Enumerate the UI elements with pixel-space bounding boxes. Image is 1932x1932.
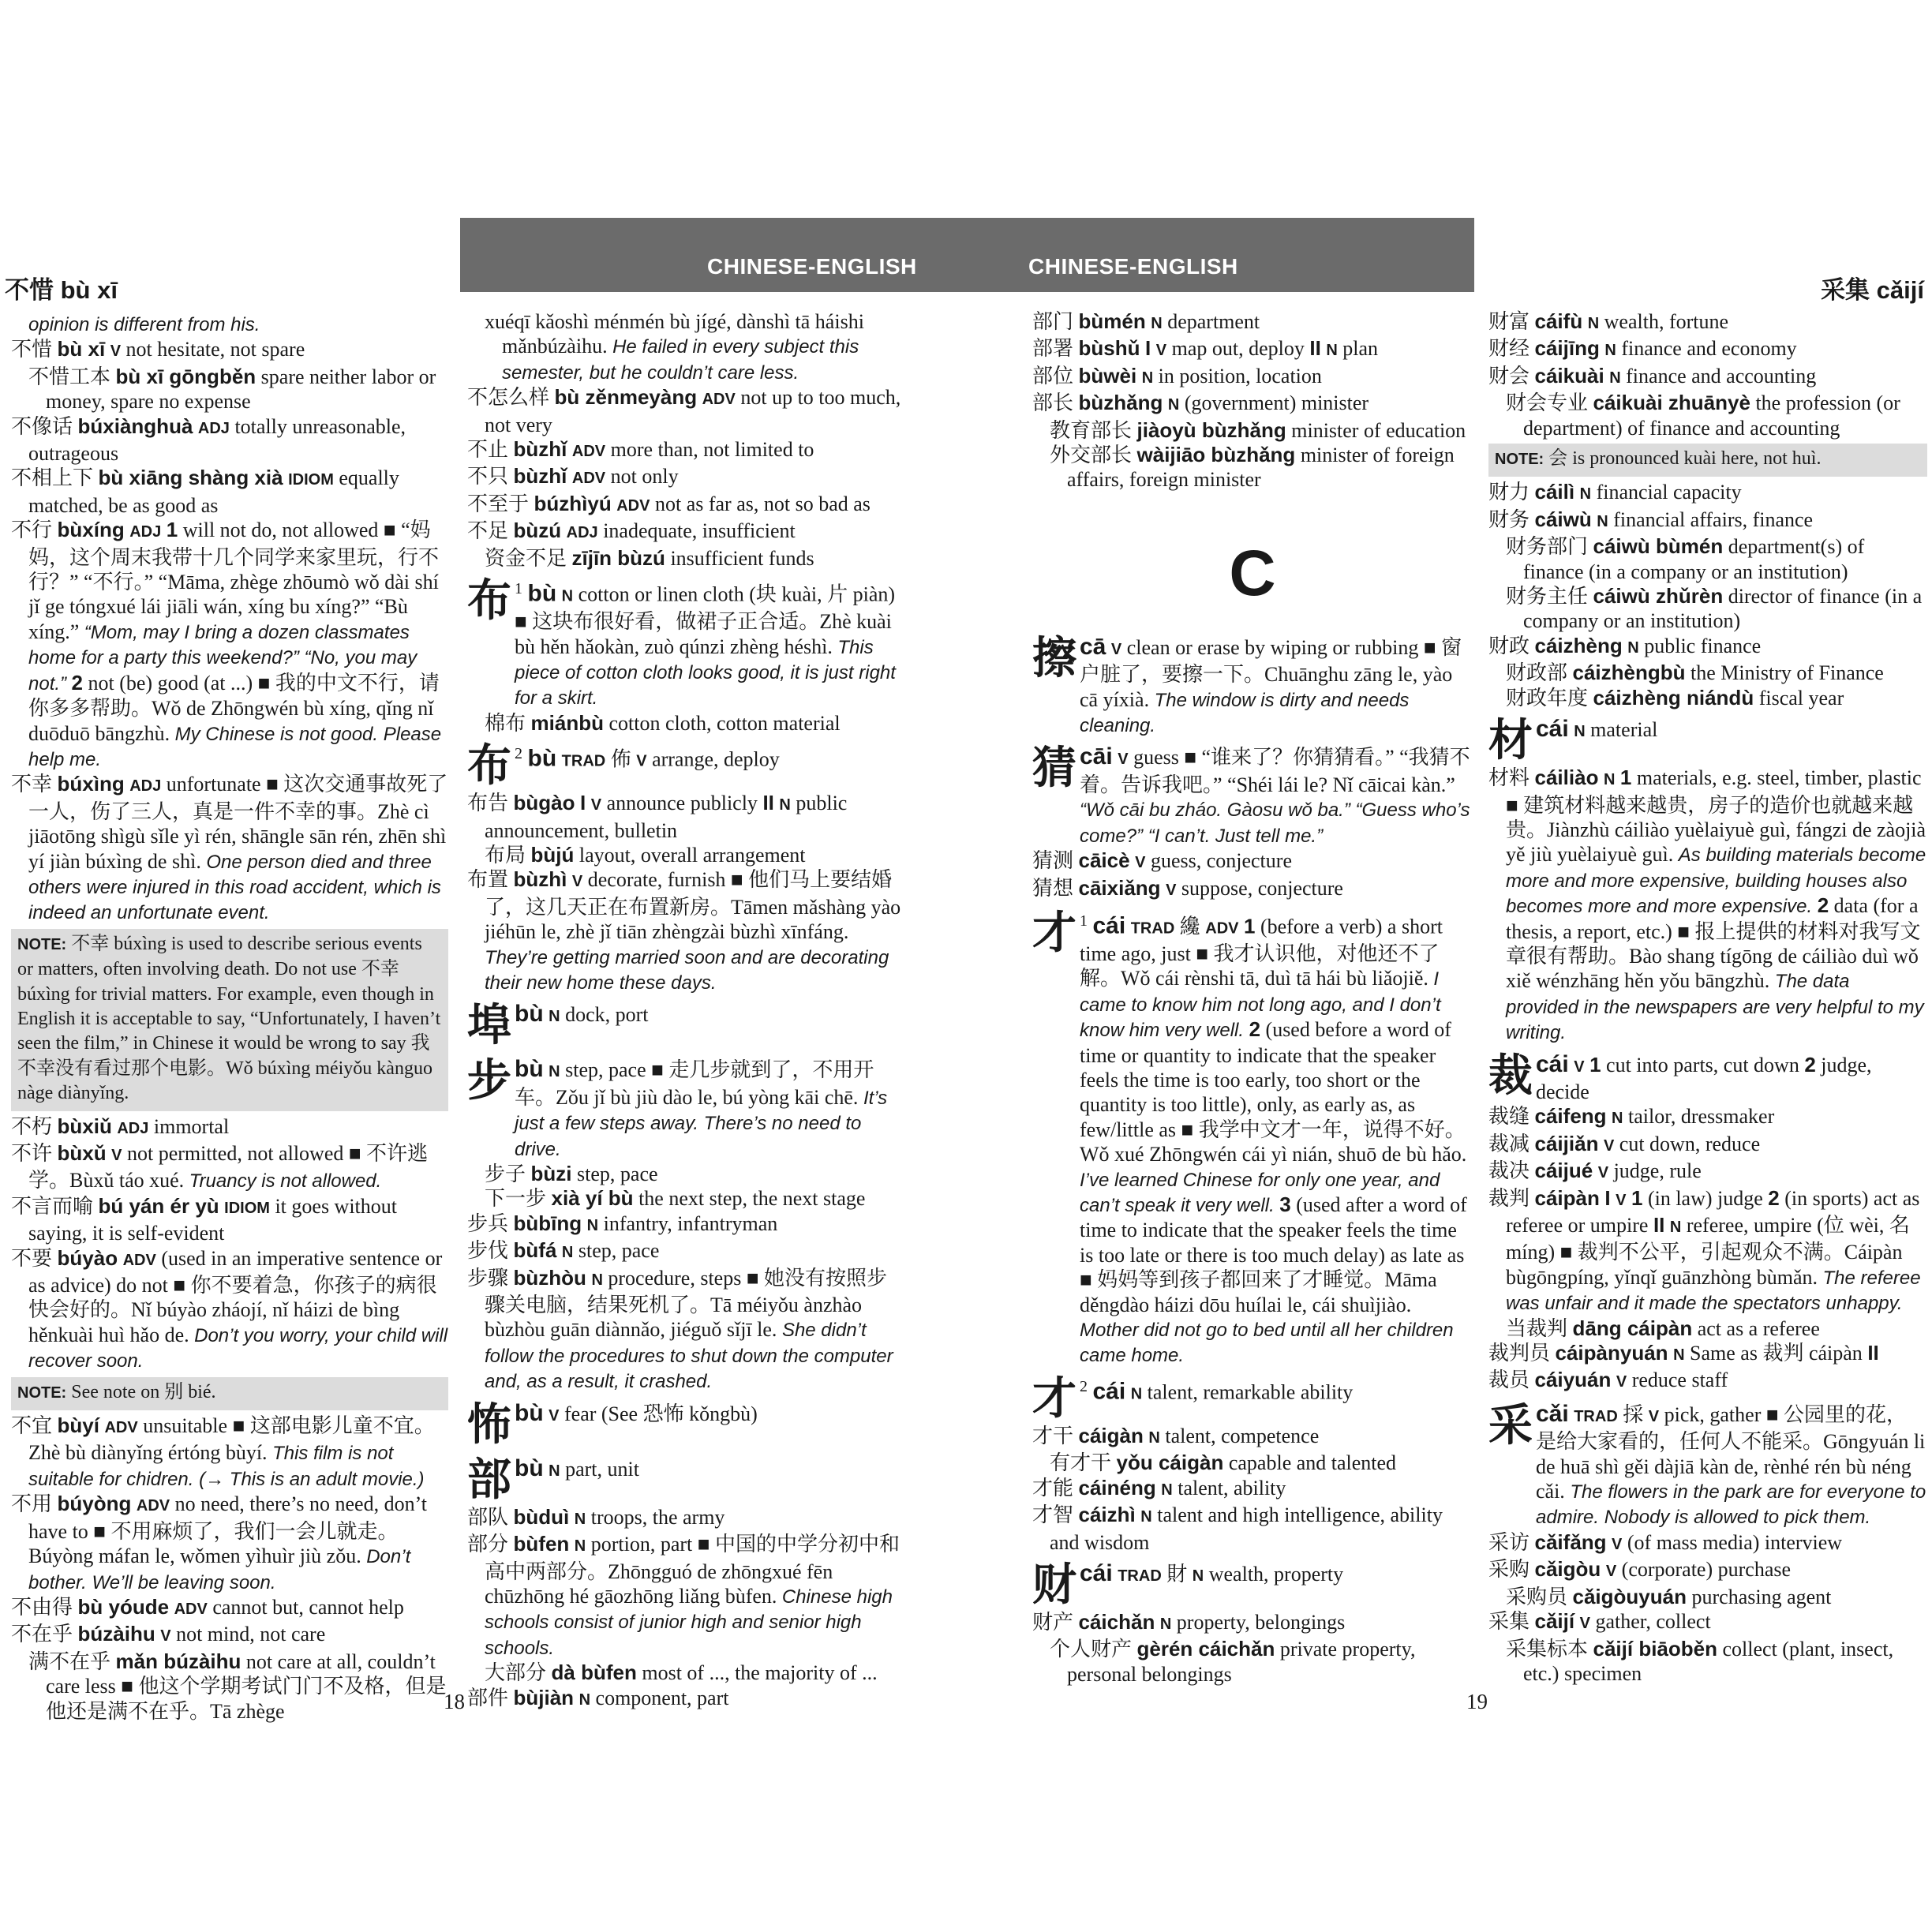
headword-body: bù N step, pace ■ 走几步就到了，不用开车。Zǒu jǐ bù jiù dào le, bú yòng kāi chē. It’s just a few steps away. There’s no need to drive. xyxy=(515,1056,888,1160)
sub-entry: 教育部长 jiàoyù bùzhǎng minister of education xyxy=(1050,417,1466,442)
headword-entry xyxy=(467,1401,906,1450)
headword-body: bù N part, unit xyxy=(515,1455,639,1481)
sub-entry: 财政部 cáizhèngbù the Ministry of Finance xyxy=(1506,661,1884,685)
dictionary-entry: 步骤 bùzhòu N procedure, steps ■ 她没有按照步骤关电脑，结果死机了。Tā méiyǒu ànzhào bùzhòu guān diànnǎo, jiéguǒ sǐjī le. She didn’t follow the procedures to shut down the computer and, as a result, it crashed. xyxy=(467,1265,893,1393)
dictionary-entry: 不至于 búzhìyú ADV not as far as, not so bad as xyxy=(467,491,871,515)
headword-entry xyxy=(467,1002,906,1050)
dictionary-entry: 财经 cáijīng N finance and economy xyxy=(1488,336,1797,361)
sub-entry: 满不在乎 mǎn búzàihu not care at all, couldn’t care less ■ 他这个学期考试门门不及格，但是他还是满不在乎。Tā zhège xyxy=(28,1649,447,1723)
dictionary-entry: 不止 bùzhǐ ADV more than, not limited to xyxy=(467,437,814,462)
dictionary-entry: 部长 bùzhǎng N (government) minister xyxy=(1032,391,1369,415)
headword-body: cái TRAD 財 N wealth, property xyxy=(1080,1559,1344,1586)
headword-character: 采 xyxy=(1488,1401,1533,1451)
dictionary-entry: 猜测 cāicè V guess, conjecture xyxy=(1032,848,1292,873)
dictionary-entry: 裁判 cáipàn I V 1 (in law) judge 2 (in sports) act as referee or umpire II N referee, umpire (位 wèi, 名 míng) ■ 裁判不公平，引起观众不满。Cáipàn bùgōngpíng, yǐnqǐ guānzhòng bùmǎn. The referee was unfair and it made the spectators unhappy. xyxy=(1488,1185,1921,1315)
headword-entry xyxy=(1032,1375,1473,1424)
dictionary-entry: 采购 cǎigòu V (corporate) purchase xyxy=(1488,1557,1792,1582)
sub-entry: 财务主任 cáiwù zhǔrèn director of finance (in a company or an institution) xyxy=(1506,584,1923,633)
headword-character: 埠 xyxy=(467,1002,511,1051)
dictionary-entry: 才智 cáizhì N talent and high intelligence, ability and wisdom xyxy=(1032,1503,1443,1554)
dictionary-entry: 布置 bùzhì V decorate, furnish ■ 他们马上要结婚了，这几天正在布置新房。Tāmen mǎshàng yào jiéhūn le, zhè jǐ tiān zhèngzài bùzhì xīnfáng. They’re getting married soon and are decorating their new home these days. xyxy=(467,867,901,994)
sub-entry: 大部分 dà bùfen most of ..., the majority of ... xyxy=(485,1661,878,1685)
headword-body: cāi V guess ■ “谁来了？你猜猜看。” “我猜不着。告诉我吧。” “Shéi lái le? Nǐ cāicai kàn.” “Wǒ cāi bu zháo. Gàosu wǒ ba.” “Guess who’s come?” “I can’t. Just tell me.” xyxy=(1080,743,1470,847)
sub-entry: 当裁判 dāng cáipàn act as a referee xyxy=(1506,1316,1820,1340)
headword-body: cái N material xyxy=(1536,716,1658,743)
guide-word-left: 不惜 bù xī xyxy=(5,276,118,304)
headword-character: 布 xyxy=(467,742,511,792)
banner-label-right: CHINESE-ENGLISH xyxy=(1028,254,1238,279)
dictionary-entry: 裁决 cáijué V judge, rule xyxy=(1488,1159,1702,1183)
dictionary-entry: 不许 bùxǔ V not permitted, not allowed ■ 不许逃学。Bùxǔ táo xué. Truancy is not allowed. xyxy=(11,1141,429,1193)
column-4 xyxy=(1488,309,1927,1686)
sub-entry: 外交部长 wàijiāo bùzhǎng minister of foreign affairs, foreign minister xyxy=(1050,443,1455,492)
sub-entry: opinion is different from his. xyxy=(28,314,260,335)
headword-body: bù V fear (See 恐怖 kǒngbù) xyxy=(515,1399,758,1426)
dictionary-entry: 裁减 cáijiǎn V cut down, reduce xyxy=(1488,1131,1761,1155)
headword-entry xyxy=(467,742,906,791)
dictionary-entry: 才干 cáigàn N talent, competence xyxy=(1032,1423,1320,1447)
sub-entry: 财政年度 cáizhèng niándù fiscal year xyxy=(1506,685,1844,710)
headword-character: 才 xyxy=(1032,1374,1076,1424)
dictionary-entry: 不要 búyào ADV (used in an imperative sentence or as advice) do not ■ 你不要着急，你孩子的病很快会好的。Nǐ búyào zháojí, nǐ háizi de bìng hěnkuài huì hǎo de. Don’t you worry, your child will recover soon. xyxy=(11,1245,448,1372)
dictionary-entry: 部署 bùshǔ I V map out, deploy II N plan xyxy=(1032,336,1379,361)
headword-body: cái V 1 cut into parts, cut down 2 judge, decide xyxy=(1536,1050,1872,1103)
headword-body: bù N dock, port xyxy=(515,1001,649,1028)
sub-entry: 财务部门 cáiwù bùmén department(s) of finance (in a company or an institution) xyxy=(1506,534,1865,583)
dictionary-entry: 财产 cáichǎn N property, belongings xyxy=(1032,1609,1346,1634)
page-number-left: 18 xyxy=(444,1690,465,1713)
headword-character: 步 xyxy=(467,1057,511,1106)
headword-entry xyxy=(1032,744,1473,848)
column-1 xyxy=(11,312,448,1724)
headword-body: $^1$ bù N cotton or linen cloth (块 kuài, 片 piàn) ■ 这块布很好看，做裙子正合适。Zhè kuài bù hěn hǎokàn, zuò qúnzi zhèng héshì. This piece of cotton cloth looks good, it is just right for a skirt. xyxy=(515,580,896,710)
dictionary-entry: 材料 cáiliào N 1 materials, e.g. steel, timber, plastic ■ 建筑材料越来越贵，房子的造价也就越来越贵。Jiànzhù cáiliào yuèlaiyuè guì, fángzi de zàojià yě jiù yuèlaiyuè guì. As building materials become more and more expensive, building houses also becomes more and more expensive. 2 data (for a thesis, a report, etc.) ■ 报上提供的材料对我写文章很有帮助。Bào shang tígōng de cáiliào duì wǒ xiě wénzhāng hěn yǒu bāngzhù. The data provided in the newspapers are very helpful to my writing. xyxy=(1488,766,1926,1044)
dictionary-entry: 不宜 bùyí ADV unsuitable ■ 这部电影儿童不宜。Zhè bù diànyǐng értóng bùyí. This film is not suitable for chidren. (→ This is an adult movie.) xyxy=(11,1413,435,1490)
sub-entry: 财会专业 cáikuài zhuānyè the profession (or department) of finance and accounting xyxy=(1506,391,1900,440)
dictionary-entry: 财政 cáizhèng N public finance xyxy=(1488,633,1762,657)
banner-label-left: CHINESE-ENGLISH xyxy=(707,254,917,279)
usage-note: NOTE: See note on 别 bié. xyxy=(11,1377,448,1410)
sub-entry: 个人财产 gèrén cáichǎn private property, personal belongings xyxy=(1050,1637,1416,1686)
dictionary-entry: 部分 bùfen N portion, part ■ 中国的中学分初中和高中两部分。Zhōngguó de zhōngxué fēn chūzhōng hé gāozhōng liǎng bùfen. Chinese high schools consist of junior high and senior high schools. xyxy=(467,1532,900,1659)
dictionary-entry: 不用 búyòng ADV no need, there’s no need, don’t have to ■ 不用麻烦了，我们一会儿就走。Búyòng máfan le, wǒmen yìhuìr jiù zǒu. Don’t bother. We’ll be leaving soon. xyxy=(11,1492,428,1593)
dictionary-entry: 不由得 bù yóude ADV cannot but, cannot help xyxy=(11,1594,404,1619)
dictionary-entry: 不足 bùzú ADJ inadequate, insufficient xyxy=(467,519,796,543)
sub-entry: 不惜工本 bù xī gōngběn spare neither labor or money, spare no expense xyxy=(28,364,436,414)
headword-character: 怖 xyxy=(467,1400,511,1450)
headword-character: 材 xyxy=(1488,717,1533,766)
headword-entry xyxy=(1032,635,1473,739)
headword-body: $^2$ bù TRAD 佈 V arrange, deploy xyxy=(515,745,780,772)
dictionary-entry: 不幸 búxìng ADJ unfortunate ■ 这次交通事故死了一人，伤了三人，真是一件不幸的事。Zhè cì jiāotōng shìgù sǐle yì rén, shāngle sān rén, zhēn shì yí jiàn búxìng de shì. One person died and three others were injured in this road accident, which is indeed an unfortunate event. xyxy=(11,772,448,924)
dictionary-entry: 部门 bùmén N department xyxy=(1032,309,1260,333)
dictionary-entry: 布告 bùgào I V announce publicly II N public announcement, bulletin xyxy=(467,791,848,842)
headword-body: cā V clean or erase by wiping or rubbing ■ 窗户脏了，要擦一下。Chuānghu zāng le, yào cā yíxià. The window is dirty and needs cleaning. xyxy=(1080,633,1462,737)
usage-note: NOTE: 不幸 búxìng is used to describe serious events or matters, often involving death. Do not use 不幸 búxìng for trivial matters. For example, even though in English it is acceptable to say, “Unfortunately, I haven’t seen the film,” in Chinese it would be wrong to say 我不幸没有看过那个电影。Wǒ búxìng méiyǒu kànguo nàge diànyǐng. xyxy=(11,929,448,1111)
sub-entry: 布局 bùjú layout, overall arrangement xyxy=(485,842,806,867)
dictionary-entry: 不像话 búxiànghuà ADJ totally unreasonable, outrageous xyxy=(11,414,406,466)
headword-character: 财 xyxy=(1032,1560,1076,1610)
dictionary-entry: 采集 cǎijí V gather, collect xyxy=(1488,1609,1711,1634)
sub-entry: 采购员 cǎigòuyuán purchasing agent xyxy=(1506,1584,1832,1608)
dictionary-entry: 不只 bùzhǐ ADV not only xyxy=(467,464,679,489)
dictionary-entry: 步兵 bùbīng N infantry, infantryman xyxy=(467,1211,778,1235)
headword-entry xyxy=(467,1456,906,1505)
sub-entry: 有才干 yǒu cáigàn capable and talented xyxy=(1050,1451,1397,1475)
dictionary-entry: 不朽 bùxiǔ ADJ immortal xyxy=(11,1114,230,1138)
dictionary-entry: 不言而喻 bú yán ér yù IDIOM it goes without saying, it is self-evident xyxy=(11,1193,398,1245)
dictionary-entry: 不相上下 bù xiāng shàng xià IDIOM equally matched, be as good as xyxy=(11,466,399,517)
headword-entry xyxy=(1488,1402,1927,1530)
headword-body: $^1$ cái TRAD 纔 ADV 1 (before a verb) a short time ago, just ■ 我才认识他，对他还不了解。Wǒ cái rènshi tā, duì tā hái bù liǎojiě. I came to know him not long ago, and I don’t know him very well. 2 (used before a word of time or quantity to indicate that the speaker feels the time is too early, too short or the quantity is too little), only, as early as, as few/little as ■ 我学中文才一年，说得不好。Wǒ xué Zhōngwén cái yì nián, shuō de bù hǎo. I’ve learned Chinese for only one year, and can’t speak it very well. 3 (used after a word of time to indicate that the speaker feels the time is too late or there is too much delay) as late as ■ 妈妈等到孩子都回来了才睡觉。Māma děngdào háizi dōu huílai le, cái shuìjiào. Mother did not go to bed until all her children came home. xyxy=(1080,912,1467,1367)
headword-entry xyxy=(1488,1052,1927,1105)
dictionary-entry: 财会 cáikuài N finance and accounting xyxy=(1488,363,1817,388)
headword-entry xyxy=(1488,717,1927,766)
headword-character: 裁 xyxy=(1488,1051,1533,1101)
section-letter: C xyxy=(1229,537,1276,609)
headword-entry xyxy=(1032,909,1473,1368)
dictionary-entry: 步伐 bùfá N step, pace xyxy=(467,1238,660,1263)
dictionary-entry: 部件 bùjiàn N component, part xyxy=(467,1685,729,1709)
section-banner xyxy=(460,218,1474,292)
guide-word-right: 采集 cǎijí xyxy=(1821,276,1924,304)
dictionary-entry: 部位 bùwèi N in position, location xyxy=(1032,363,1322,388)
headword-body: cǎi TRAD 採 V pick, gather ■ 公园里的花，是给大家看的，任何人不能采。Gōngyuán li de huā shì gěi dàjiā kàn de, rènhé rén bù néng cǎi. The flowers in the park are for everyone to admire. Nobody is allowed to pick them. xyxy=(1536,1400,1926,1529)
sub-entry: 步子 bùzi step, pace xyxy=(485,1162,658,1186)
headword-entry xyxy=(1032,1561,1473,1610)
dictionary-entry: 财力 cáilì N financial capacity xyxy=(1488,480,1742,504)
sub-entry: 下一步 xià yí bù the next step, the next stage xyxy=(485,1186,866,1211)
sub-entry: xuéqī kǎoshì ménmén bù jígé, dànshì tā háishi mǎnbúzàihu. He failed in every subject this semester, but he couldn’t care less. xyxy=(485,310,864,384)
headword-character: 擦 xyxy=(1032,634,1076,683)
headword-body: $^2$ cái N talent, remarkable ability xyxy=(1080,1377,1354,1405)
dictionary-entry: 不行 bùxíng ADJ 1 will not do, not allowed ■ “妈妈，这个周末我带十几个同学来家里玩，行不行？” “不行。” “Māma, zhège zhōumò wǒ dài shí jǐ ge tóngxué lái jiāli wán, xíng bu xíng?” “Bù xíng.” “Mom, may I bring a dozen classmates home for a party this weekend?” “No, you may not.” 2 not (be) good (at ...) ■ 我的中文不行，请你多多帮助。Wǒ de Zhōngwén bù xíng, qǐng nǐ duōduō bāngzhù. My Chinese is not good. Please help me. xyxy=(11,518,442,770)
dictionary-entry: 部队 bùduì N troops, the army xyxy=(467,1504,725,1529)
headword-character: 布 xyxy=(467,577,511,627)
dictionary-entry: 裁判员 cáipànyuán N Same as 裁判 cáipàn II xyxy=(1488,1341,1879,1365)
dictionary-entry: 财富 cáifù N wealth, fortune xyxy=(1488,309,1729,333)
dictionary-entry: 猜想 cāixiǎng V suppose, conjecture xyxy=(1032,875,1343,900)
headword-character: 才 xyxy=(1032,908,1076,958)
usage-note: NOTE: 会 is pronounced kuài here, not huì. xyxy=(1488,444,1927,477)
sub-entry: 棉布 miánbù cotton cloth, cotton material xyxy=(485,710,841,735)
page-number-right: 19 xyxy=(1466,1690,1488,1713)
dictionary-entry: 财务 cáiwù N financial affairs, finance xyxy=(1488,507,1814,531)
dictionary-entry: 不在乎 búzàihu V not mind, not care xyxy=(11,1622,326,1646)
column-3 xyxy=(1032,309,1473,1687)
dictionary-entry: 裁缝 cáifeng N tailor, dressmaker xyxy=(1488,1104,1775,1129)
dictionary-entry: 不惜 bù xī V not hesitate, not spare xyxy=(11,337,305,361)
column-2 xyxy=(467,309,906,1713)
sub-entry: 采集标本 cǎijí biāoběn collect (plant, insect, etc.) specimen xyxy=(1506,1636,1894,1685)
headword-character: 猜 xyxy=(1032,744,1076,794)
headword-entry xyxy=(467,1057,906,1162)
dictionary-entry: 裁员 cáiyuán V reduce staff xyxy=(1488,1368,1728,1392)
dictionary-entry: 才能 cáinéng N talent, ability xyxy=(1032,1475,1286,1500)
sub-entry: 资金不足 zījīn bùzú insufficient funds xyxy=(485,545,814,570)
headword-entry xyxy=(467,577,906,711)
dictionary-entry: 不怎么样 bù zěnmeyàng ADV not up to too much, not very xyxy=(467,385,901,436)
headword-character: 部 xyxy=(467,1455,511,1505)
dictionary-entry: 采访 cǎifǎng V (of mass media) interview xyxy=(1488,1530,1843,1554)
